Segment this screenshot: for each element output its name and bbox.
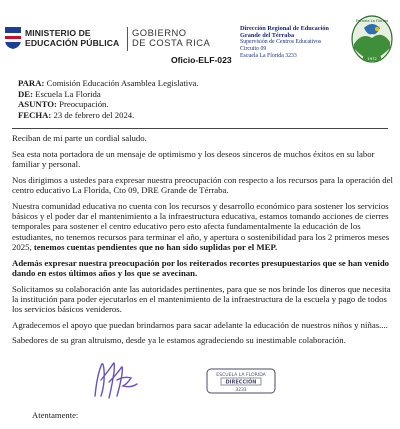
body-paragraph-3 [12,201,394,252]
direction-line2: Grande del Térraba [240,32,295,40]
memo-subject-label: ASUNTO: [18,99,57,110]
body-paragraph-3-bold: tenemos cuentas pendientes que no han sido suplidas por el MEP. [33,241,278,252]
memo-to [18,78,199,89]
direction-line1: Dirección Regional de Educación [240,25,329,32]
memo-subject [18,99,199,110]
memo-subject-value: Preocupación. [59,99,109,110]
memo-to-label: PARA: [18,78,45,88]
memo-date-value: 23 de febrero del 2024. [53,109,135,120]
body-paragraph-2: Nos dirigimos a ustedes para expresar nuestra preocupación con respecto a los recursos para la operación del centro educativo La Florida, Cto 09, DRE Grande de Térraba. [12,174,393,195]
svg-text:DIRECCIÓN: DIRECCIÓN [225,379,257,386]
ministry-title [25,28,119,48]
school-code-line: Escuela La Florida 3233 [240,53,297,60]
school-emblem-icon [350,14,394,64]
body-paragraph-4: Además expresar nuestra preocupación por los reiterados recortes presupuestarios que se han venido dando en estos últimos años y los que se avecinan. [12,257,390,278]
body-paragraph-3-text: Nuestra comunidad educativa no cuenta con los recursos y desarrollo económico para sostener los servicios básicos y el poder dar el mantenimiento a la infraestructura educativa, estamos tomando acciones de cierres temporales para sostener el centro educativo pero esto afecta fundamentalmente la educación de los estudiantes, no tenemos recursos para terminar el año, y apertura o sostenibilidad para los 2 primeros meses 2025, [12,200,390,252]
memo-date-label: FECHA: [18,109,52,120]
memo-fields [18,78,199,120]
svg-text:3233: 3233 [235,388,247,393]
letter-body [12,133,394,351]
header-divider [127,27,128,51]
oficio-number: Oficio-ELF-023 [171,55,232,65]
memo-to-value: Comisión Educación Asamblea Legislativa. [46,78,199,88]
handwritten-signature [87,356,147,402]
body-paragraph-5: Solicitamos su colaboración ante las autoridades pertinentes, para que se nos brinde los dineros que necesita la institución para poder ejecutarlos en el mantenimiento de la infraestructura de la escuela y pago de todos los servicios básicos venideros. [12,283,391,315]
government-title [132,28,210,48]
svg-text:1972: 1972 [367,56,377,61]
greeting-paragraph: Reciban de mi parte un cordial saludo. [12,133,147,143]
government-title-line2: DE COSTA RICA [132,37,211,48]
ministry-title-line1: MINISTERIO DE [25,28,91,38]
body-paragraph-1: Sea esta nota portadora de un mensaje de optimismo y los deseos sinceros de muchos éxitos en su labor familiar y personal. [12,148,375,169]
ministry-title-line2: EDUCACIÓN PÚBLICA [25,38,120,48]
supervision-line: Supervisión de Centros Educativos [240,39,322,46]
government-title-line1: GOBIERNO [132,27,187,38]
body-paragraph-7: Sabedores de su gran altruismo, desde ya le estamos agradeciendo su inestimable colaboración. [12,335,346,346]
memo-date [18,110,199,121]
memo-from-label: DE: [18,88,33,99]
svg-text:ESCUELA LA FLORIDA: ESCUELA LA FLORIDA [216,373,266,378]
svg-text:Escuela La Florida: Escuela La Florida [355,19,389,23]
costa-rica-flag-icon [3,26,23,50]
memo-from [18,89,199,100]
body-paragraph-6: Agradecemos el apoyo que puedan brindarnos para sacar adelante la educación de nuestros niños y niñas.... [12,319,388,330]
circuit-line: Circuito 09 [240,46,267,53]
school-stamp [206,368,276,394]
closing-text: Atentamente: [32,410,79,420]
memo-divider [12,128,388,129]
memo-from-value: Escuela La Florida [35,88,101,99]
